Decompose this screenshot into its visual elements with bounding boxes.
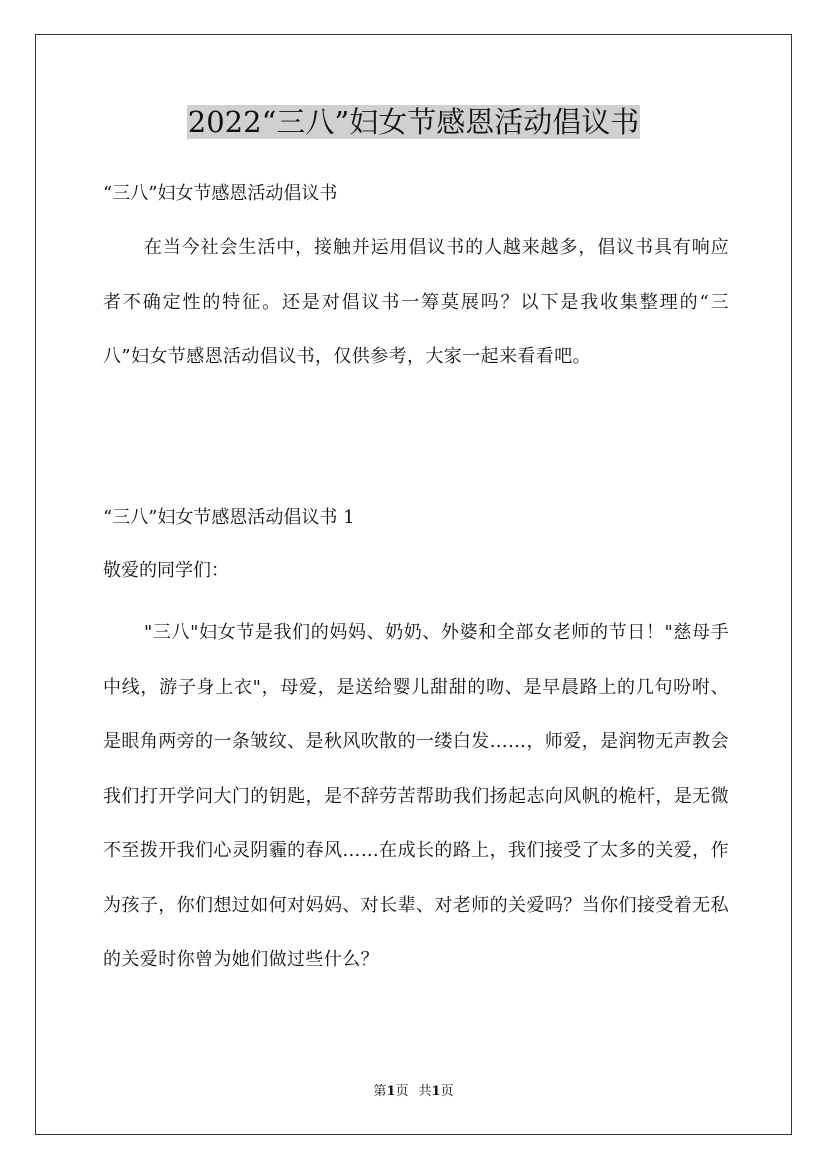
total-suffix: 页	[440, 1084, 454, 1099]
page-suffix: 页	[395, 1084, 409, 1099]
page-footer	[0, 1083, 827, 1101]
intro-paragraph: 在当今社会生活中，接触并运用倡议书的人越来越多，倡议书具有响应者不确定性的特征。还是对倡议书一筹莫展吗？以下是我收集整理的“三八”妇女节感恩活动倡议书，仅供参考，大家一起来看看吧。	[103, 237, 729, 367]
document-subtitle: “三八”妇女节感恩活动倡议书	[103, 183, 338, 204]
total-prefix: 共	[418, 1084, 432, 1099]
body-paragraph: "三八"妇女节是我们的妈妈、奶奶、外婆和全部女老师的节日！"慈母手中线，游子身上衣"，母爱，是送给婴儿甜甜的吻、是早晨路上的几句吩咐、是眼角两旁的一条皱纹、是秋风吹散的一缕白发……，师爱，是润物无声教会我们打开学问大门的钥匙，是不辞劳苦帮助我们扬起志向风帆的桅杆，是无微不至拨开我们心灵阴霾的春风……在成长的路上，我们接受了太多的关爱，作为孩子，你们想过如何对妈妈、对长辈、对老师的关爱吗？当你们接受着无私的关爱时你曾为她们做过些什么？	[103, 622, 729, 970]
document-title-text: 2022“三八”妇女节感恩活动倡议书	[187, 105, 640, 139]
page-number: 1	[386, 1084, 396, 1099]
page-prefix: 第	[373, 1084, 387, 1099]
document-title	[0, 101, 827, 143]
section-heading: “三八”妇女节感恩活动倡议书 1	[103, 507, 355, 528]
salutation: 敬爱的同学们：	[103, 560, 229, 581]
total-pages: 1	[431, 1084, 441, 1099]
